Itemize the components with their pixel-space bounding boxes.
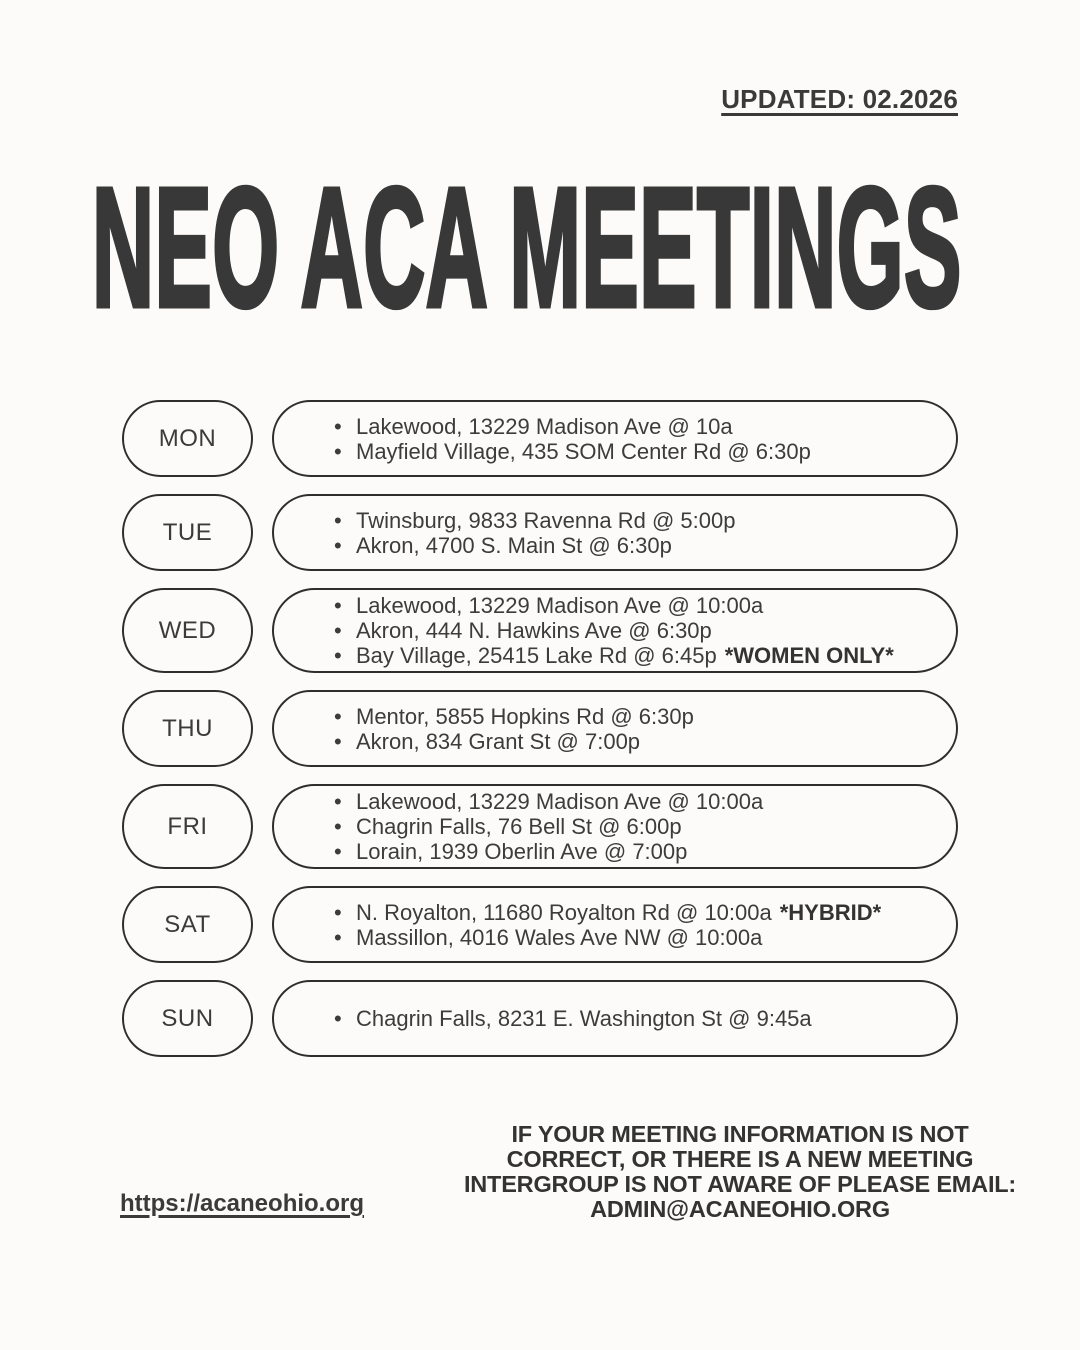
schedule-row [122,588,958,673]
meeting-text: Mayfield Village, 435 SOM Center Rd @ 6:30p [356,438,811,464]
meeting-text: Mentor, 5855 Hopkins Rd @ 6:30p [356,703,694,729]
meeting-text: Lakewood, 13229 Madison Ave @ 10a [356,413,733,439]
meeting-item [334,1006,932,1031]
bullet-icon: • [334,438,342,464]
schedule [122,400,958,1074]
meetings-box [272,494,958,571]
meeting-item [334,533,932,558]
schedule-row [122,980,958,1057]
schedule-row [122,494,958,571]
schedule-row [122,886,958,963]
bullet-icon: • [334,899,342,925]
bullet-icon: • [334,814,342,839]
meetings-box [272,588,958,673]
day-pill [122,494,253,571]
meeting-text: Bay Village, 25415 Lake Rd @ 6:45p [356,643,717,668]
day-pill-label: WED [158,616,217,644]
bullet-icon: • [334,593,342,618]
meeting-item [334,593,932,618]
schedule-row [122,784,958,869]
meeting-tag: *WOMEN ONLY* [724,643,894,668]
bullet-icon: • [334,789,342,814]
meetings-box [272,400,958,477]
bullet-icon: • [334,507,342,533]
bullet-icon: • [334,643,342,668]
day-pill-label: TUE [162,518,213,546]
bullet-icon: • [334,703,342,729]
meeting-item [334,618,932,643]
meeting-list [274,789,932,864]
notice-line: INTERGROUP IS NOT AWARE OF PLEASE EMAIL: [463,1171,1017,1197]
meeting-item [334,839,932,864]
meeting-text: Lorain, 1939 Oberlin Ave @ 7:00p [356,839,688,864]
schedule-row [122,400,958,477]
meetings-box [272,980,958,1057]
meeting-list [274,508,932,558]
meeting-text: Lakewood, 13229 Madison Ave @ 10:00a [356,593,764,618]
day-pill-label: FRI [167,812,208,840]
notice-line: CORRECT, OR THERE IS A NEW MEETING [506,1146,974,1172]
meeting-item [334,900,932,925]
page-title [92,153,1080,343]
day-pill [122,980,253,1057]
meeting-item [334,789,932,814]
bullet-icon: • [334,728,342,754]
meetings-box [272,784,958,869]
day-pill [122,588,253,673]
day-pill [122,784,253,869]
meeting-list [274,414,932,464]
meeting-tag: *HYBRID* [779,899,882,925]
page-title-text: NEO ACA MEETINGS [92,153,962,343]
meeting-text: Akron, 4700 S. Main St @ 6:30p [356,532,672,558]
updated-date: UPDATED: 02.2026 [721,84,958,114]
day-pill [122,886,253,963]
meeting-text: Massillon, 4016 Wales Ave NW @ 10:00a [356,924,763,950]
website-link[interactable]: https://acaneohio.org [120,1190,365,1217]
notice-line: ADMIN@ACANEOHIO.ORG [590,1196,890,1222]
meeting-text: Lakewood, 13229 Madison Ave @ 10:00a [356,789,764,814]
meeting-list [274,1006,932,1031]
meeting-list [274,593,932,668]
meeting-item [334,414,932,439]
meeting-item [334,508,932,533]
bullet-icon: • [334,839,342,864]
meeting-item [334,925,932,950]
meeting-item [334,704,932,729]
notice [440,1122,1040,1222]
meeting-list [274,704,932,754]
day-pill-label: MON [158,424,217,452]
bullet-icon: • [334,1006,342,1031]
bullet-icon: • [334,413,342,439]
bullet-icon: • [334,924,342,950]
meeting-text: Chagrin Falls, 76 Bell St @ 6:00p [356,814,682,839]
meeting-item [334,439,932,464]
schedule-row [122,690,958,767]
day-pill-label: THU [162,714,213,742]
day-pill-label: SUN [161,1004,214,1032]
meetings-box [272,886,958,963]
meeting-text: N. Royalton, 11680 Royalton Rd @ 10:00a [356,899,772,925]
day-pill-label: SAT [164,910,211,938]
notice-line: IF YOUR MEETING INFORMATION IS NOT [511,1121,969,1147]
meeting-text: Akron, 444 N. Hawkins Ave @ 6:30p [356,618,712,643]
meeting-text: Twinsburg, 9833 Ravenna Rd @ 5:00p [356,507,736,533]
meeting-item [334,729,932,754]
day-pill [122,690,253,767]
bullet-icon: • [334,618,342,643]
meeting-item [334,814,932,839]
meeting-list [274,900,932,950]
bullet-icon: • [334,532,342,558]
meetings-box [272,690,958,767]
meeting-text: Akron, 834 Grant St @ 7:00p [356,728,641,754]
meeting-text: Chagrin Falls, 8231 E. Washington St @ 9:45a [356,1006,812,1031]
day-pill [122,400,253,477]
meeting-item [334,643,932,668]
